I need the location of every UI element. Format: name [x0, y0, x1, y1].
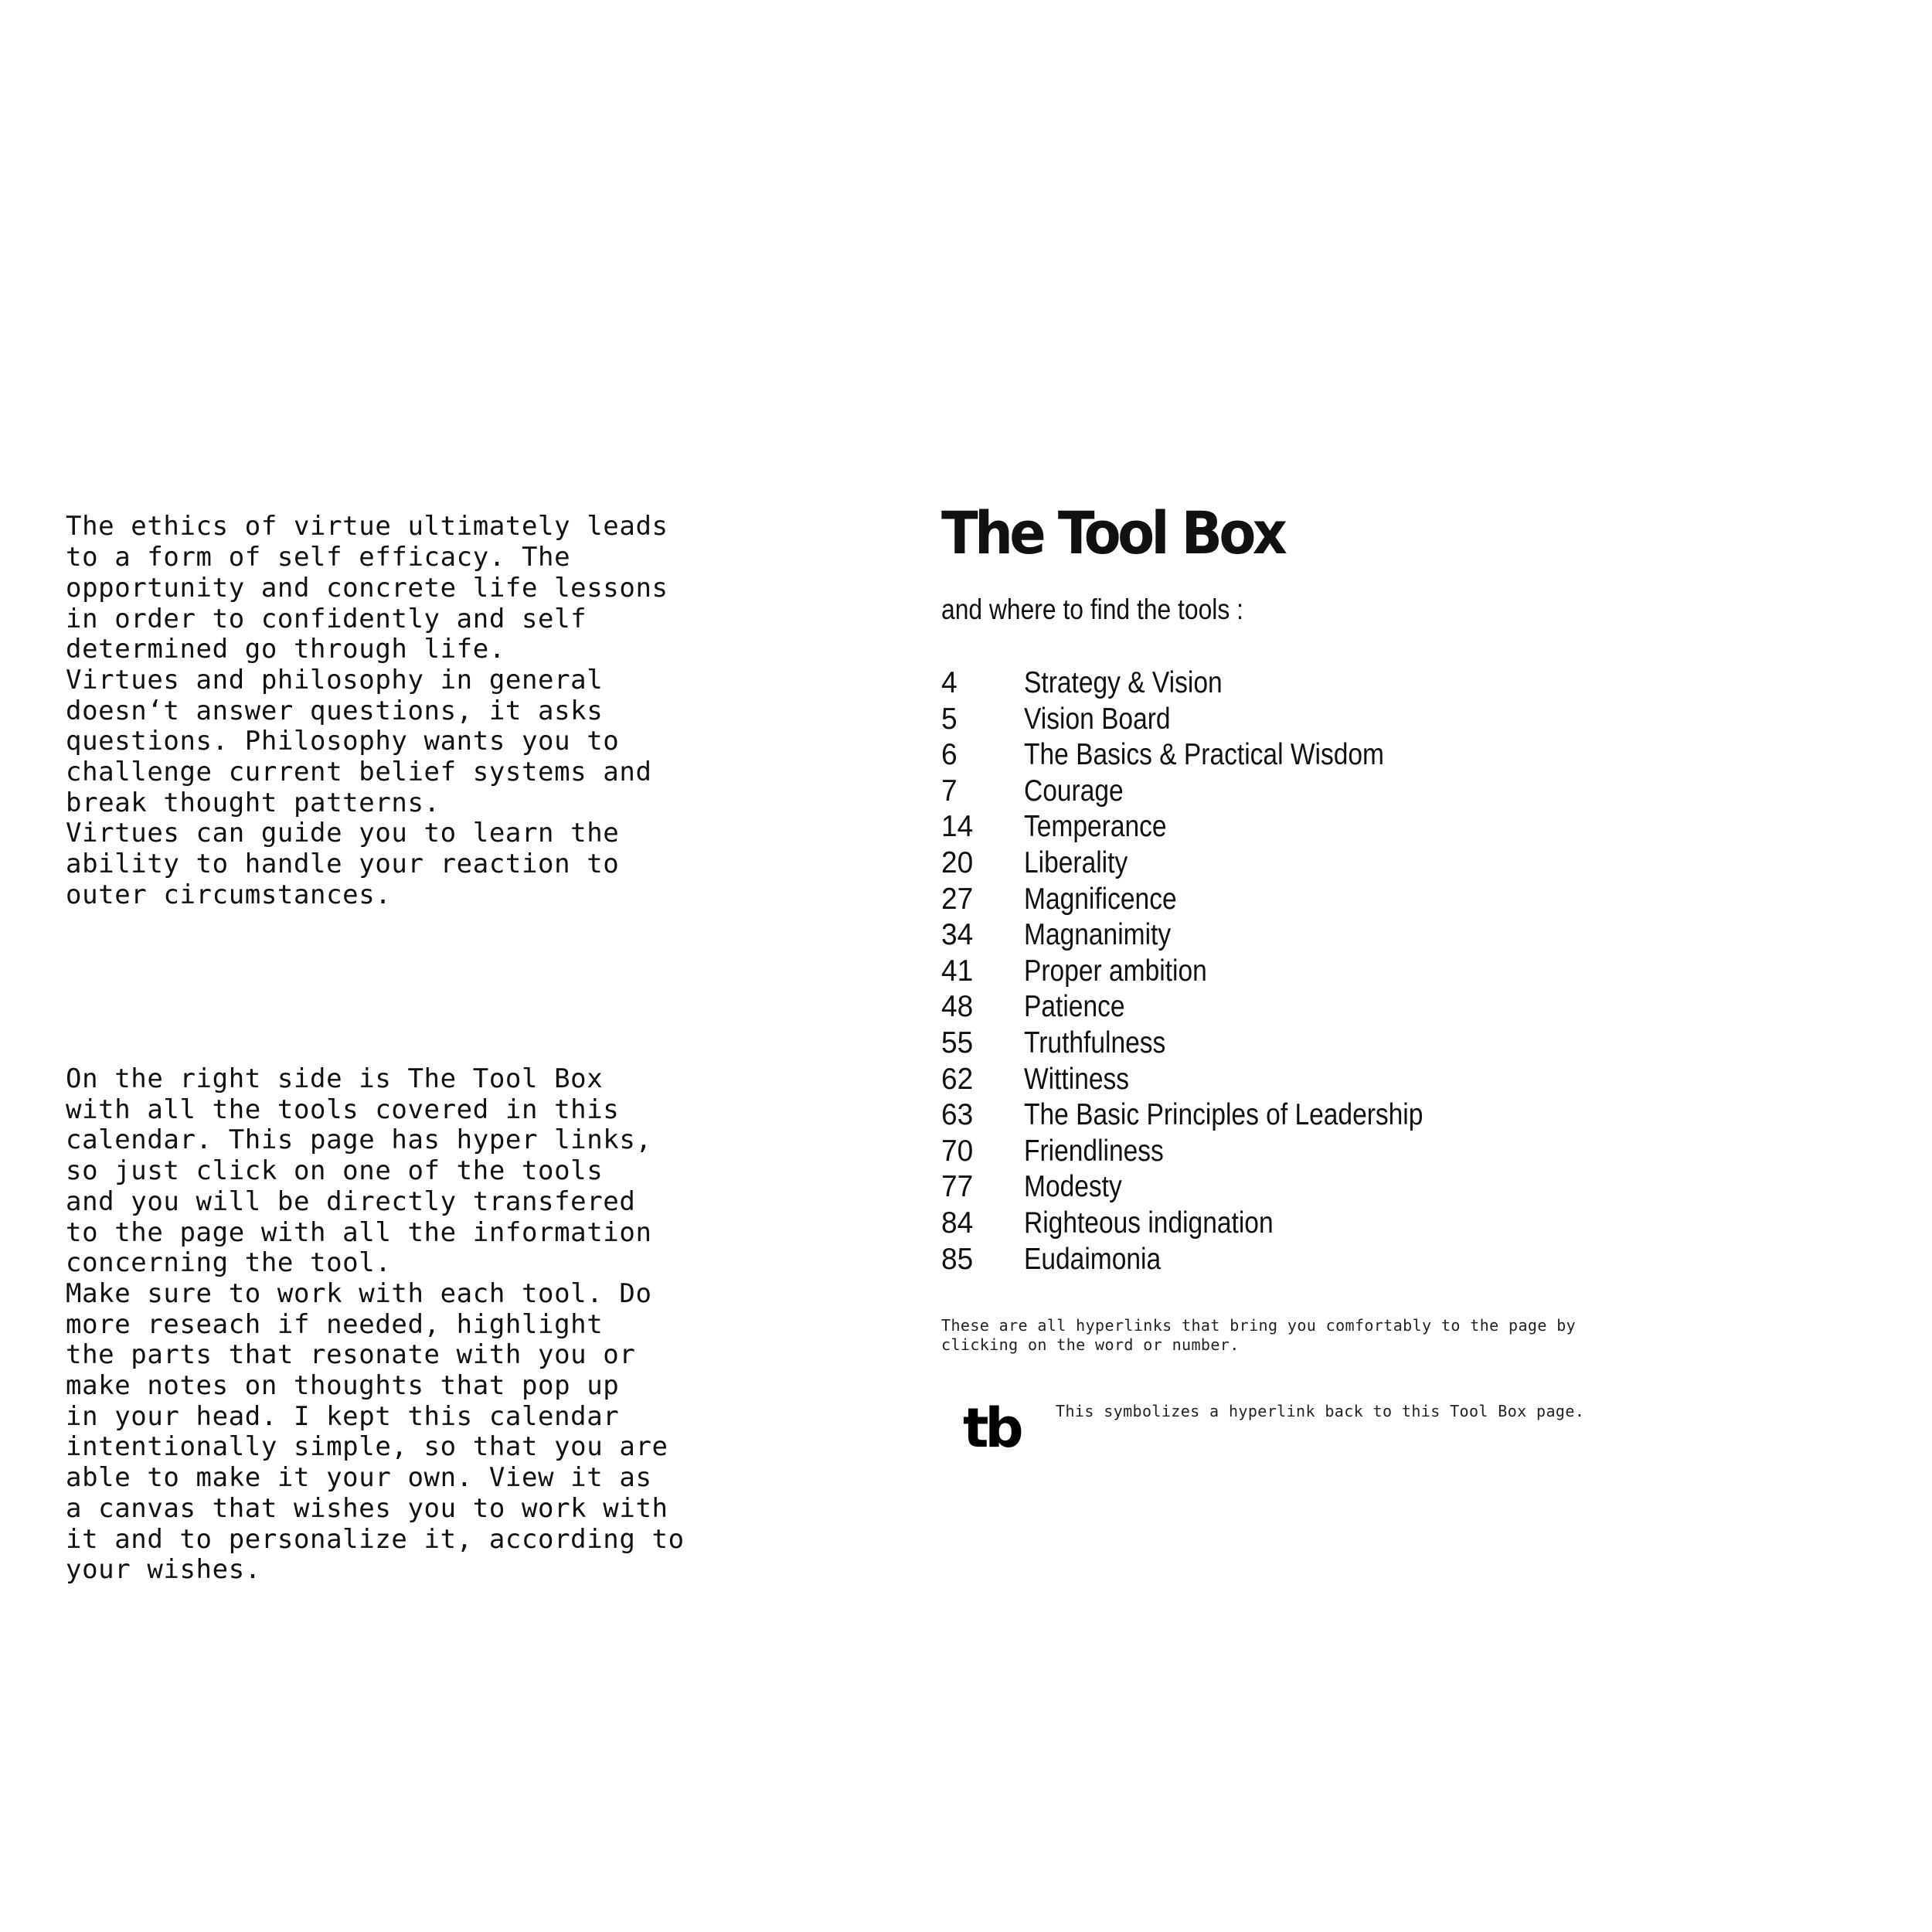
tool-link-vision-board[interactable] — [941, 702, 1488, 738]
tool-label[interactable]: Liberality — [1024, 845, 1128, 879]
intro-paragraph-1: The ethics of virtue ultimately leads to a form of self efficacy. The opportunity and concrete life lessons in order to confidently and self determined go through life. Virtues and philosophy in general doesn‘t answer questions, it asks questions. Philosophy wants you to challenge current belief systems and break thought patterns. Virtues can guide you to learn the ability to handle your reaction to outer circumstances. — [66, 511, 668, 910]
tool-page-number[interactable]: 63 — [941, 1098, 974, 1132]
tool-page-number[interactable]: 7 — [941, 774, 957, 808]
tool-label[interactable]: Friendliness — [1024, 1134, 1164, 1168]
tool-page-number[interactable]: 84 — [941, 1206, 974, 1240]
tool-label[interactable]: Righteous indignation — [1024, 1206, 1274, 1240]
tool-label[interactable]: Patience — [1024, 990, 1125, 1024]
tool-label[interactable]: Temperance — [1024, 810, 1167, 844]
tool-link-truthfulness[interactable] — [941, 1026, 1488, 1062]
tool-link-modesty[interactable] — [941, 1169, 1488, 1206]
intro-paragraph-2: On the right side is The Tool Box with all the tools covered in this calendar. This page has hyper links, so just click on one of the tools and you will be directly transfered to the page with all the information concerning the tool. Make sure to work with each tool. Do more reseach if needed, highlight the parts that resonate with you or make notes on thoughts that pop up in your head. I kept this calendar intentionally simple, so that you are able to make it your own. View it as a canvas that wishes you to work with it and to personalize it, according to your wishes. — [66, 1063, 685, 1586]
tool-link-magnificence[interactable] — [941, 882, 1488, 918]
tool-list — [941, 665, 1488, 1277]
tool-page-number[interactable]: 20 — [941, 845, 974, 879]
tool-label[interactable]: Magnificence — [1024, 882, 1177, 916]
tool-link-eudaimonia[interactable] — [941, 1242, 1488, 1278]
tool-label[interactable]: The Basic Principles of Leadership — [1024, 1098, 1423, 1132]
tool-label[interactable]: Modesty — [1024, 1170, 1122, 1204]
tool-page-number[interactable]: 55 — [941, 1026, 974, 1060]
toolbox-subtitle: and where to find the tools : — [941, 594, 1243, 625]
tool-label[interactable]: Magnanimity — [1024, 918, 1172, 952]
tool-page-number[interactable]: 5 — [941, 702, 957, 736]
tool-label[interactable]: The Basics & Practical Wisdom — [1024, 738, 1384, 772]
tool-label[interactable]: Truthfulness — [1024, 1026, 1166, 1060]
tool-label[interactable]: Eudaimonia — [1024, 1242, 1162, 1276]
tool-page-number[interactable]: 4 — [941, 666, 957, 699]
intro-text — [66, 451, 699, 1617]
tool-link-friendliness[interactable] — [941, 1134, 1488, 1170]
tool-label[interactable]: Courage — [1024, 774, 1124, 808]
toolbox-title: The Tool Box — [941, 498, 1284, 567]
tool-link-patience[interactable] — [941, 989, 1488, 1026]
hyperlink-note: These are all hyperlinks that bring you comfortably to the page by clicking on the word or number. — [941, 1316, 1577, 1354]
tool-link-magnanimity[interactable] — [941, 917, 1488, 954]
tool-link-strategy-vision[interactable] — [941, 665, 1488, 702]
tool-label[interactable]: Vision Board — [1024, 702, 1171, 736]
tool-page-number[interactable]: 27 — [941, 882, 974, 916]
tool-link-principles-of-leadership[interactable] — [941, 1097, 1488, 1134]
tool-link-righteous-indignation[interactable] — [941, 1206, 1488, 1242]
toolbox-link-note: This symbolizes a hyperlink back to this Tool Box page. — [1056, 1402, 1585, 1420]
tool-label[interactable]: Strategy & Vision — [1024, 666, 1223, 699]
toolbox-link-icon[interactable]: tb — [963, 1396, 1020, 1460]
tool-page-number[interactable]: 62 — [941, 1062, 974, 1096]
tool-page-number[interactable]: 41 — [941, 954, 974, 988]
paragraph-spacer — [66, 972, 699, 1003]
tool-page-number[interactable]: 70 — [941, 1134, 974, 1168]
tool-page-number[interactable]: 77 — [941, 1170, 974, 1204]
tool-page-number[interactable]: 34 — [941, 918, 974, 952]
tool-page-number[interactable]: 14 — [941, 810, 974, 844]
tool-label[interactable]: Wittiness — [1024, 1062, 1130, 1096]
tool-link-wittiness[interactable] — [941, 1062, 1488, 1098]
tool-page-number[interactable]: 85 — [941, 1242, 974, 1276]
tool-page-number[interactable]: 48 — [941, 990, 974, 1024]
tool-link-basics-practical-wisdom[interactable] — [941, 737, 1488, 774]
tool-label[interactable]: Proper ambition — [1024, 954, 1207, 988]
tool-page-number[interactable]: 6 — [941, 738, 957, 772]
tool-link-temperance[interactable] — [941, 809, 1488, 845]
tool-link-liberality[interactable] — [941, 845, 1488, 882]
tool-link-proper-ambition[interactable] — [941, 954, 1488, 990]
tool-link-courage[interactable] — [941, 774, 1488, 810]
